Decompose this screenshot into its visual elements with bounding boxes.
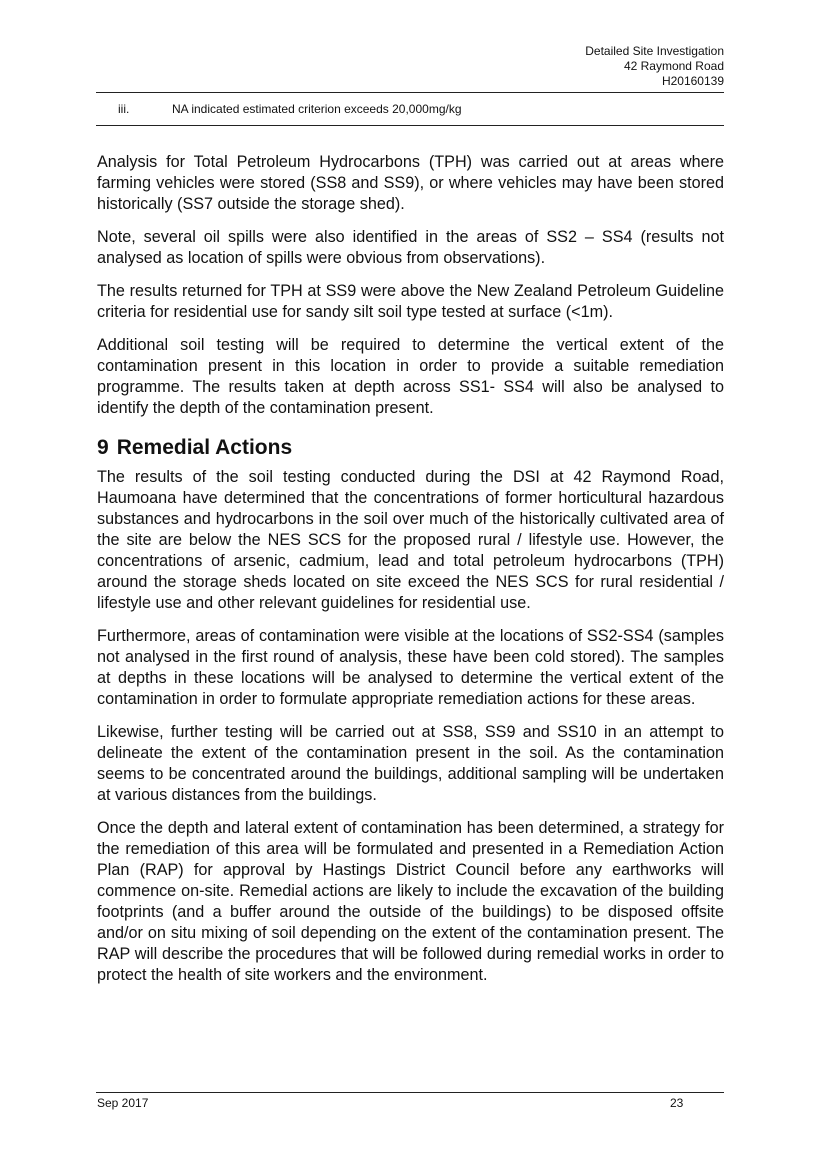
footnote-number: iii.	[118, 102, 130, 116]
paragraph: The results returned for TPH at SS9 were above the New Zealand Petroleum Guideline criteria for residential use for sandy silt soil type tested at surface (<1m).	[97, 282, 724, 321]
header-job-number: H20160139	[661, 74, 724, 88]
paragraph: Additional soil testing will be required to determine the vertical extent of the contamination present in this location in order to provide a suitable remediation programme. The results taken at depth across SS1- SS4 will also be analysed to identify the depth of the contamination present.	[97, 336, 724, 417]
paragraph: Once the depth and lateral extent of contamination has been determined, a strategy for the remediation of this area will be formulated and presented in a Remediation Action Plan (RAP) for approval by Hastings District Council before any earthworks will commence on-site. Remedial actions are likely to include the excavation of the building footprints (and a buffer around the outside of the buildings) to be disposed offsite and/or on situ mixing of soil depending on the extent of the contamination present. The RAP will describe the procedures that will be followed during remedial works in order to protect the health of site workers and the environment.	[97, 819, 724, 984]
paragraph: The results of the soil testing conducted during the DSI at 42 Raymond Road, Haumoana have determined that the concentrations of former horticultural hazardous substances and hydrocarbons in the soil over much of the historically cultivated area of the site are below the NES SCS for the proposed rural / lifestyle use. However, the concentrations of arsenic, cadmium, lead and total petroleum hydrocarbons (TPH) around the storage sheds located on site exceed the NES SCS for rural residential / lifestyle use and other relevant guidelines for residential use.	[97, 468, 724, 612]
footnote-text: NA indicated estimated criterion exceeds 20,000mg/kg	[172, 102, 462, 116]
paragraph: Analysis for Total Petroleum Hydrocarbons (TPH) was carried out at areas where farming vehicles were stored (SS8 and SS9), or where vehicles may have been stored historically (SS7 outside the storage shed).	[97, 153, 724, 213]
footnote-divider	[96, 125, 724, 126]
footer-divider	[96, 1092, 724, 1093]
section-heading	[97, 435, 724, 461]
document-body	[97, 152, 724, 998]
paragraph: Furthermore, areas of contamination were visible at the locations of SS2-SS4 (samples not analysed in the first round of analysis, these have been cold stored). The samples at depths in these locations will be analysed to determine the vertical extent of the contamination in order to formulate appropriate remediation actions for these areas.	[97, 627, 724, 708]
section-number: 9	[97, 436, 109, 459]
header-divider	[96, 92, 724, 93]
paragraph: Note, several oil spills were also identified in the areas of SS2 – SS4 (results not analysed as location of spills were obvious from observations).	[97, 228, 724, 267]
paragraph: Likewise, further testing will be carried out at SS8, SS9 and SS10 in an attempt to delineate the extent of the contamination present in the soil. As the contamination seems to be concentrated around the buildings, additional sampling will be undertaken at various distances from the buildings.	[97, 723, 724, 804]
table-footnote	[118, 102, 462, 117]
header-address: 42 Raymond Road	[623, 59, 724, 73]
section-title: Remedial Actions	[116, 436, 293, 459]
header-title: Detailed Site Investigation	[585, 44, 724, 58]
running-header	[585, 44, 724, 89]
page-number: 23	[670, 1096, 684, 1110]
footer-date: Sep 2017	[97, 1096, 149, 1110]
